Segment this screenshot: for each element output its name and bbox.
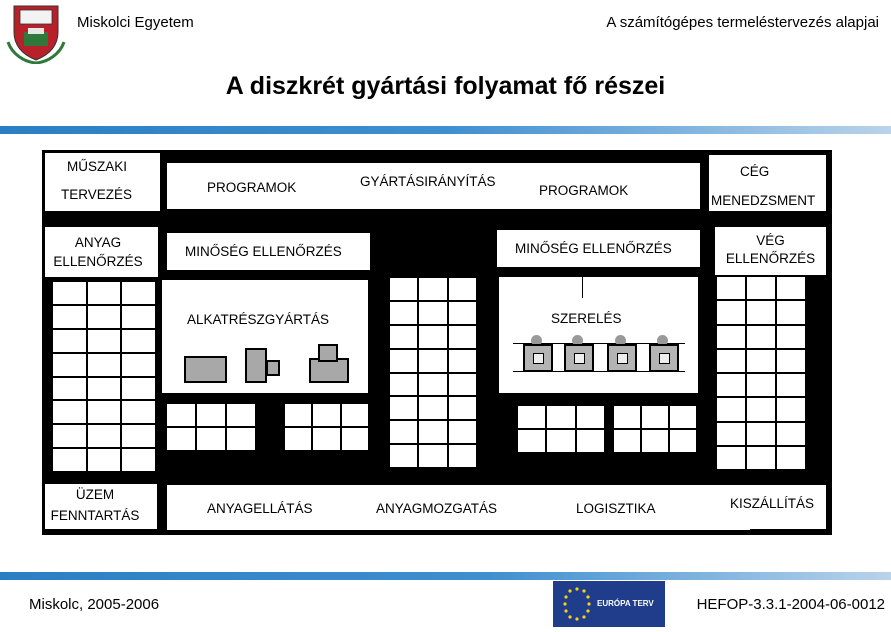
buffer-grid-4 [612,404,698,454]
eu-flag-logo [553,581,665,627]
header-divider [0,126,891,134]
veg-ellenorzes-label: ELLENŐRZÉS [725,251,816,266]
ceg-menedzsment-box [709,155,826,211]
storage-grid-left [51,280,157,473]
assembly-station-3 [607,344,637,372]
university-name: Miskolci Egyetem [77,14,194,31]
anyagellatas-label: ANYAGELLÁTÁS [207,501,313,516]
muszaki-label: MŰSZAKI [67,159,128,174]
eu-logo-text: EURÓPA TERV [597,599,654,608]
alkatreszgyartas-box [162,280,368,393]
logisztika-label: LOGISZTIKA [576,501,656,516]
kiszallitas-label: KISZÁLLÍTÁS [730,496,815,511]
storage-grid-middle [388,276,478,469]
veg-ellenorzes-box [715,227,826,275]
assembly-station-2 [564,344,594,372]
ceg-label: CÉG [740,164,770,179]
uzem-label: ÜZEM [75,487,115,502]
buffer-grid-1 [165,402,257,452]
course-name: A számítógépes termeléstervezés alapjai [606,14,879,31]
uzem-fenntartas-box [45,484,157,529]
muszaki-tervezes-box [45,153,160,211]
anyag-ellenorzes-label: ELLENŐRZÉS [53,254,143,269]
buffer-grid-2 [283,402,370,452]
gyartasiranyitas-box [167,163,700,209]
kiszallitas-box [716,485,826,529]
gyartasiranyitas-label: GYÁRTÁSIRÁNYÍTÁS [360,174,496,189]
tervezes-label: TERVEZÉS [61,187,133,202]
footer-project-code: HEFOP-3.3.1-2004-06-0012 [696,596,885,613]
alkatreszgyartas-label: ALKATRÉSZGYÁRTÁS [187,312,330,327]
veg-label: VÉG [756,233,785,248]
minoseg-left-label: MINŐSÉG ELLENŐRZÉS [185,244,342,259]
machine-part-1 [184,356,227,383]
buffer-grid-3 [516,404,606,454]
footer-divider [0,572,891,580]
szereles-label: SZERELÉS [551,311,622,326]
minoseg-ellenorzes-right-box [497,230,700,267]
footer-location-date: Miskolc, 2005-2006 [29,596,160,613]
fenntartas-label: FENNTARTÁS [50,508,140,523]
anyag-ellenorzes-box [45,227,158,277]
szereles-connector [582,274,583,298]
machine-part-2b [266,360,280,376]
machine-part-3b [318,344,338,362]
logistics-box [167,485,750,530]
storage-grid-right [715,275,807,471]
machine-part-2 [245,348,267,383]
assembly-station-1 [523,344,553,372]
anyagmozgatas-label: ANYAGMOZGATÁS [376,501,498,516]
slide-title: A diszkrét gyártási folyamat fő részei [225,72,666,100]
anyag-label: ANYAG [74,235,122,250]
menedzsment-label: MENEDZSMENT [711,193,816,208]
process-diagram [42,150,832,535]
university-emblem [6,2,66,64]
assembly-station-4 [649,344,679,372]
szereles-box [499,277,698,393]
minoseg-ellenorzes-left-box [167,233,370,270]
programok-left-label: PROGRAMOK [207,180,297,195]
programok-right-label: PROGRAMOK [539,183,629,198]
minoseg-right-label: MINŐSÉG ELLENŐRZÉS [515,241,672,256]
